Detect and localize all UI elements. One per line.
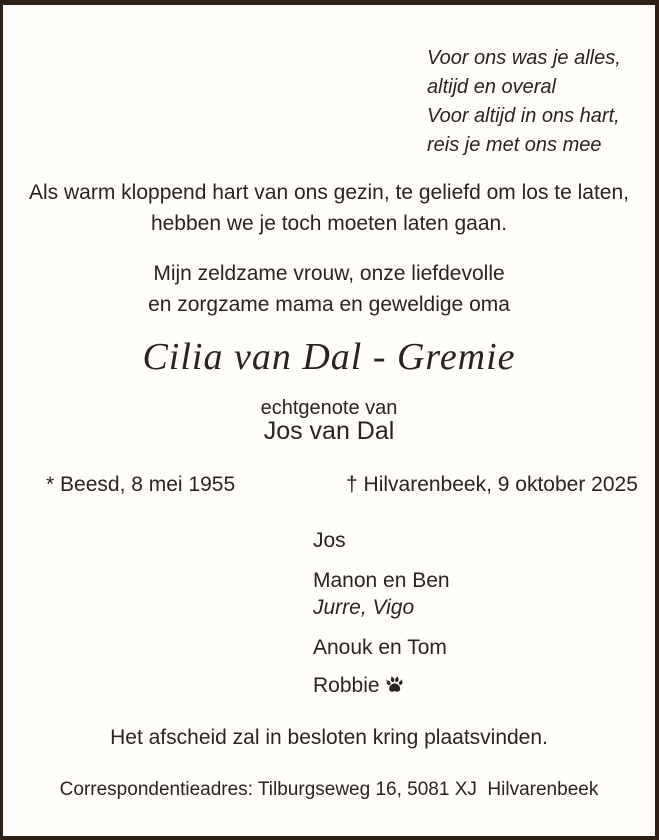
paw-icon bbox=[385, 675, 404, 700]
death-date-text: Hilvarenbeek, 9 oktober 2025 bbox=[363, 473, 638, 496]
memorial-poem bbox=[427, 44, 621, 160]
birth-star-icon: * bbox=[46, 473, 55, 496]
birth-date bbox=[46, 473, 235, 497]
spouse-name: Jos van Dal bbox=[263, 417, 395, 445]
farewell-notice: Het afscheid zal in besloten kring plaatsvinden. bbox=[110, 726, 548, 749]
tribute-line: Mijn zeldzame vrouw, onze liefdevolle bbox=[153, 262, 505, 285]
deceased-name: Cilia van Dal - Gremie bbox=[142, 336, 516, 378]
poem-line: altijd en overal bbox=[427, 76, 556, 98]
intro-line: hebben we je toch moeten laten gaan. bbox=[150, 212, 508, 235]
relation-label: echtgenote van bbox=[260, 397, 398, 419]
family-member-grandchildren: Jurre, Vigo bbox=[313, 596, 415, 619]
death-date bbox=[346, 473, 638, 497]
poem-line: reis je met ons mee bbox=[427, 134, 602, 156]
family-member: Anouk en Tom bbox=[313, 636, 447, 659]
family-member-pet bbox=[313, 674, 404, 700]
pet-name: Robbie bbox=[313, 674, 380, 697]
birth-date-text: Beesd, 8 mei 1955 bbox=[60, 473, 236, 496]
poem-line: Voor ons was je alles, bbox=[427, 47, 621, 69]
intro-line: Als warm kloppend hart van ons gezin, te geliefd om los te laten, bbox=[29, 181, 629, 204]
intro-paragraph bbox=[3, 177, 655, 239]
poem-line: Voor altijd in ons hart, bbox=[427, 105, 620, 127]
family-member: Manon en Ben bbox=[313, 569, 450, 592]
family-member: Jos bbox=[313, 529, 346, 552]
death-dagger-icon: † bbox=[346, 473, 358, 496]
correspondence-address: Correspondentieadres: Tilburgseweg 16, 5081 XJ Hilvarenbeek bbox=[59, 779, 599, 800]
tribute-line: en zorgzame mama en geweldige oma bbox=[148, 293, 510, 316]
tribute-paragraph bbox=[3, 258, 655, 320]
